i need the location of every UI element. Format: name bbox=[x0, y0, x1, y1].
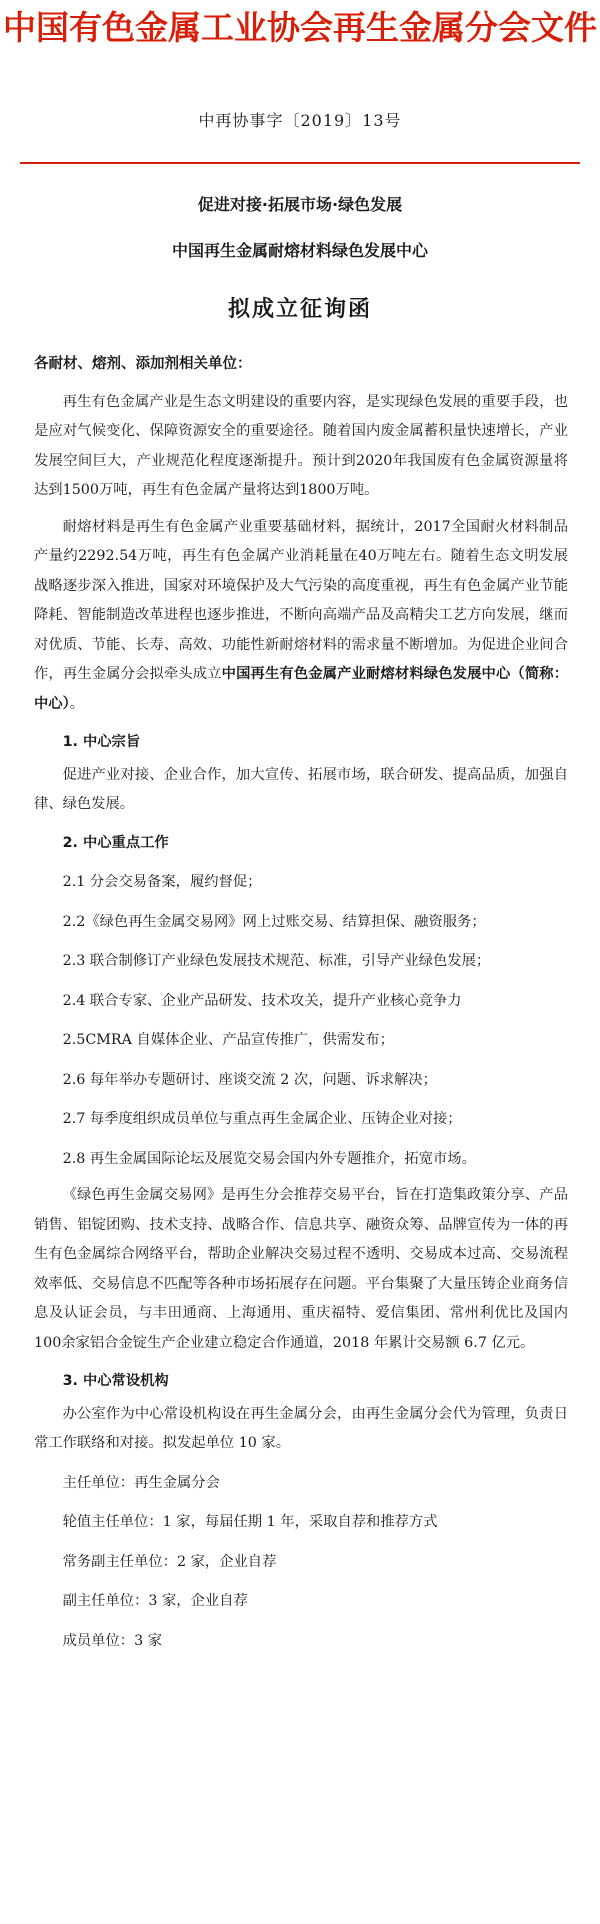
section-2-title: 2. 中心重点工作 bbox=[62, 834, 169, 851]
letter-title: 拟成立征询函 bbox=[227, 297, 372, 322]
member-role-item: 成员单位：3 家 bbox=[62, 1632, 163, 1649]
work-item: 2.2《绿色再生金属交易网》网上过账交易、结算担保、融资服务； bbox=[62, 913, 486, 930]
section-3-text: 办公室作为中心常设机构设在再生金属分会，由再生金属分会代为管理，负责日常工作联络和对接。拟发起单位 10 家。 bbox=[34, 1405, 568, 1451]
document-number: 中再协事字〔2019〕13号 bbox=[198, 111, 402, 130]
letter-body bbox=[34, 350, 568, 1656]
work-item: 2.7 每季度组织成员单位与重点再生金属企业、压铸企业对接； bbox=[62, 1111, 462, 1127]
work-item: 2.6 每年举办专题研讨、座谈交流 2 次，问题、诉求解决； bbox=[62, 1071, 437, 1088]
section-3-title: 3. 中心常设机构 bbox=[62, 1373, 169, 1389]
paragraph-intro: 再生有色金属产业是生态文明建设的重要内容，是实现绿色发展的重要手段，也是应对气候变化、保障资源安全的重要途径。随着国内废金属蓄积量快速增长，产业发展空间巨大，产业规范化程度逐渐提升。预计到2020年我国废有色金属资源量将达到1500万吨，再生有色金属产量将达到1800万吨。 bbox=[34, 393, 568, 498]
work-item: 2.5CMRA 自媒体企业、产品宣传推广，供需发布； bbox=[62, 1032, 394, 1048]
addressee: 各耐材、熔剂、添加剂相关单位： bbox=[34, 356, 252, 372]
center-name-heading: 中国再生金属耐熔材料绿色发展中心 bbox=[171, 241, 428, 260]
member-role-item: 副主任单位：3 家，企业自荐 bbox=[62, 1593, 248, 1609]
slogan-line: 促进对接·拓展市场·绿色发展 bbox=[197, 195, 403, 214]
work-item: 2.3 联合制修订产业绿色发展技术规范、标准，引导产业绿色发展； bbox=[62, 953, 491, 969]
platform-paragraph: 《绿色再生金属交易网》是再生分会推荐交易平台，旨在打造集政策分享、产品销售、铝锭团购、技术支持、战略合作、信息共享、融资众筹、品牌宣传为一体的再生有色金属综合网络平台，帮助企业解决交易过程不透明、交易成本过高、交易流程效率低、交易信息不匹配等各种市场拓展存在问题。平台集聚了大量压铸企业商务信息及认证会员，与丰田通商、上海通用、重庆福特、爱信集团、常州利优比及国内 100余家铝合金锭生产企业建立稳定合作通道，2018 年累计交易额 6.7 亿元。 bbox=[34, 1187, 568, 1351]
member-role-item: 主任单位：再生金属分会 bbox=[62, 1474, 220, 1491]
paragraph-refractory bbox=[34, 513, 568, 720]
work-item: 2.1 分会交易备案，履约督促； bbox=[62, 874, 262, 890]
red-divider-line bbox=[20, 162, 580, 164]
document-header-title: 中国有色金属工业协会再生金属分会文件 bbox=[3, 8, 597, 47]
member-role-item: 轮值主任单位：1 家，每届任期 1 年，采取自荐和推荐方式 bbox=[62, 1514, 438, 1530]
section-1-text: 促进产业对接、企业合作，加大宣传、拓展市场，联合研发、提高品质，加强自律、绿色发展。 bbox=[34, 766, 568, 812]
paragraph-refractory-end: 。 bbox=[69, 695, 85, 712]
paragraph-refractory-text: 耐熔材料是再生有色金属产业重要基础材料，据统计，2017全国耐火材料制品产量约2292.54万吨，再生有色金属产业消耗量在40万吨左右。随着生态文明发展战略逐步深入推进，国家对环境保护及大气污染的高度重视，再生有色金属产业节能降耗、智能制造改革进程也逐步推进，不断向高端产品及高精尖工艺方向发展，继而对优质、节能、长寿、高效、功能性新耐熔材料的需求量不断增加。为促进企业间合作，再生金属分会拟牵头成立 bbox=[34, 518, 568, 682]
section-1-title: 1. 中心宗旨 bbox=[62, 734, 141, 750]
work-item: 2.4 联合专家、企业产品研发、技术攻关，提升产业核心竞争力 bbox=[62, 992, 462, 1009]
center-full-name: 中国再生有色金属产业耐熔材料绿色发展中心（简称：中心） bbox=[34, 666, 568, 712]
member-role-item: 常务副主任单位：2 家，企业自荐 bbox=[62, 1553, 277, 1570]
work-item: 2.8 再生金属国际论坛及展览交易会国内外专题推介，拓宽市场。 bbox=[62, 1150, 476, 1167]
